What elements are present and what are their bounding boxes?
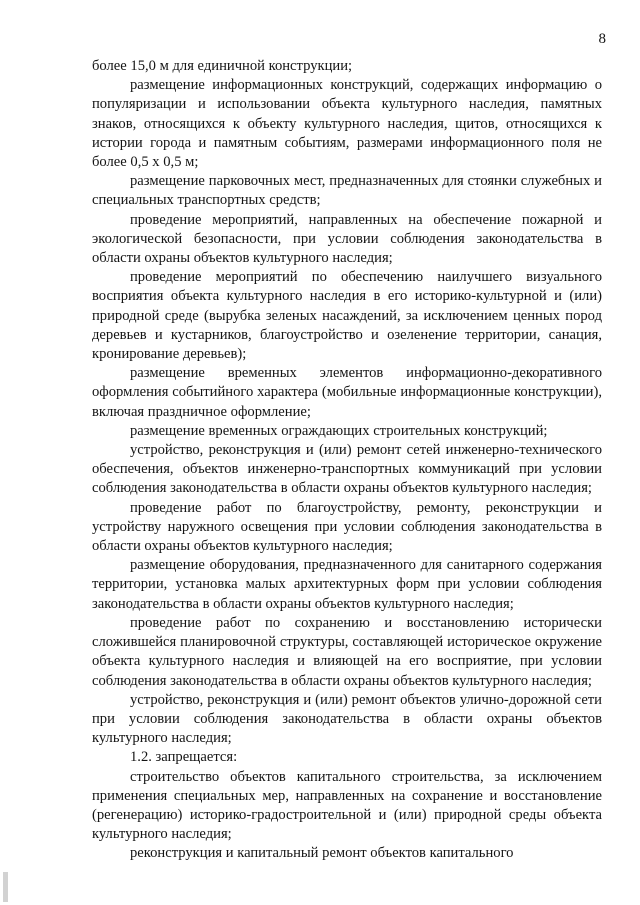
section-heading: 1.2. запрещается: [130, 749, 238, 766]
paragraph: строительство объектов капитального строительства, за исключением применения специальных мер, направленных на сохранение и восстановление (регенерацию) историко-градостроительной и (или) природной среды объекта культурного наследия; [92, 768, 602, 843]
document-body [92, 57, 602, 864]
paragraph: размещение информационных конструкций, содержащих информацию о популяризации и использовании объекта культурного наследия, памятных знаков, относящихся к объекту культурного наследия, щитов, относящихся к истории города и памятным событиям, размерами информационного поля не более 0,5 х 0,5 м; [92, 77, 602, 171]
paragraph: проведение мероприятий по обеспечению наилучшего визуального восприятия объекта культурного наследия в его историко-культурной и (или) природной среде (вырубка зеленых насаждений, за исключением ценных пород деревьев и кустарников, благоустройство и озеленение территории, санация, кронирование деревьев); [92, 269, 602, 363]
paragraph: устройство, реконструкция и (или) ремонт объектов улично-дорожной сети при условии соблюдения законодательства в области охраны объектов культурного наследия; [92, 691, 602, 747]
paragraph: размещение временных элементов информационно-декоративного оформления событийного характера (мобильные информационные конструкции), включая праздничное оформление; [92, 365, 602, 420]
scan-edge-mark [3, 872, 8, 902]
paragraph: размещение временных ограждающих строительных конструкций; [130, 422, 548, 439]
paragraph: проведение работ по благоустройству, ремонту, реконструкции и устройству наружного освещения при условии соблюдения законодательства в области охраны объектов культурного наследия; [92, 499, 602, 555]
page-number: 8 [598, 31, 606, 47]
paragraph: проведение работ по сохранению и восстановлению исторически сложившейся планировочной структуры, составляющей историческое окружение объекта культурного наследия и влияющей на его восприятие, при условии соблюдения законодательства в области охраны объектов культурного наследия; [92, 614, 602, 689]
paragraph: устройство, реконструкция и (или) ремонт сетей инженерно-технического обеспечения, объектов инженерно-транспортных коммуникаций при условии соблюдения законодательства в области охраны объектов культурного наследия; [92, 442, 602, 497]
paragraph: размещение парковочных мест, предназначенных для стоянки служебных и специальных транспортных средств; [92, 173, 602, 209]
paragraph-continuation: более 15,0 м для единичной конструкции; [92, 58, 353, 74]
paragraph: размещение оборудования, предназначенного для санитарного содержания территории, установка малых архитектурных форм при условии соблюдения законодательства в области охраны объектов культурного наследия; [92, 557, 602, 612]
paragraph: проведение мероприятий, направленных на обеспечение пожарной и экологической безопасности, при условии соблюдения законодательства в области охраны объектов культурного наследия; [92, 211, 602, 267]
paragraph-truncated: реконструкция и капитальный ремонт объектов капитального [130, 845, 514, 862]
